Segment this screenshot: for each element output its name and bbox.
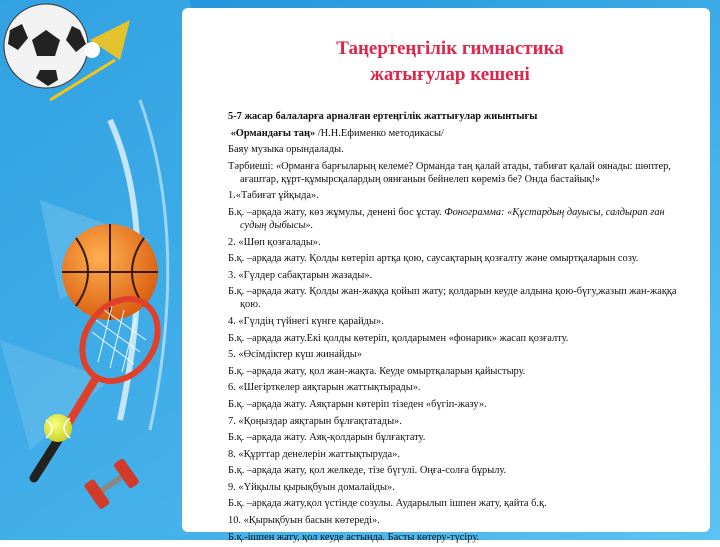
exercise-title: 10. «Қырықбуын басын көтереді». bbox=[228, 515, 380, 527]
phonogram-note: Фонограмма: «Құстардың дауысы, салдырап ған судың дыбысы». bbox=[240, 206, 665, 231]
exercise-desc: Б.қ. –арқада жату. Аяқтарын көтеріп тізеден «бүгіп-жазу». bbox=[228, 398, 487, 410]
section-heading: 5-7 жасар балаларға арналған ертеңгілік жаттығулар жиынтығы bbox=[228, 111, 538, 122]
exercise-desc: Б.қ. –арқада жату.Екі қолды көтеріп, қолдарымен «фонарик» жасап қозғалту. bbox=[228, 332, 569, 344]
title-line-1: Таңертеңгілік гимнастика bbox=[336, 38, 564, 59]
exercise-title: 6. «Шегірткелер аяқтарын жаттықтырады». bbox=[228, 382, 421, 394]
exercise-title: 4. «Гүлдің түйнегі күнге қарайды». bbox=[228, 315, 384, 327]
exercise-title: 8. «Құрттар денелерін жаттықтыруда». bbox=[228, 448, 400, 460]
methodology-author: /Н.Н.Ефименко методикасы/ bbox=[315, 127, 444, 139]
exercise-desc: Б.қ. –арқада жату. Қолды көтеріп артқа қою, саусақтарың қозғалту және омыртқаларын созу. bbox=[228, 253, 639, 265]
exercise-desc: Б.қ.-ішпен жату, қол кеуде астында. Басты көтеру-түсіру. bbox=[228, 531, 480, 543]
exercise-title: 7. «Қоңыздар аяқтарын бұлғақтатады». bbox=[228, 415, 402, 427]
exercise-title: 2. «Шөп қозғалады». bbox=[228, 236, 321, 248]
exercise-title: 5. «Өсімдіктер күш жинайды» bbox=[228, 349, 362, 361]
methodology-line bbox=[228, 127, 688, 140]
tennis-ball-icon bbox=[44, 414, 72, 442]
page-title bbox=[200, 36, 700, 88]
exercise-desc: Б.қ. –арқада жату. Қолды жан-жаққа қойып жату; қолдарын кеуде алдына қою-бүгу,жазып жан-жаққа қою. bbox=[228, 286, 677, 311]
exercise-title: 1.«Табиғат ұйқыда». bbox=[228, 190, 319, 202]
methodology-title: «Ормандағы таң» bbox=[230, 127, 316, 139]
music-note: Баяу музыка орындалады. bbox=[228, 144, 344, 156]
teacher-intro: Тәрбиеші: «Орманға барғыларың келеме? Орманда таң қалай атады, табиғат қалай оянады: шөптер, ағаштар, құрт-құмырсқалардың оянғанын бейнелеп көреміз бе? Онда бастайық!» bbox=[228, 160, 671, 185]
soccer-ball-icon bbox=[4, 4, 88, 88]
exercise-desc: Б.қ. –арқада жату, қол желкеде, тізе бүгулі. Оңға-солға бұрылу. bbox=[228, 465, 507, 477]
exercise-desc: Б.қ. –арқада жату. Аяқ-қолдарын бұлғақтату. bbox=[228, 432, 426, 444]
title-line-2: жатығулар кешені bbox=[370, 64, 530, 85]
exercise-desc: Б.қ. –арқада жату, көз жұмулы, денені бос ұстау. Фонограмма: «Құстардың дауысы, салдырап ған судың дыбысы». bbox=[228, 206, 665, 231]
exercise-desc: Б.қ. –арқада жату,қол үстінде созулы. Аударылып ішпен жату, қайта б.қ. bbox=[228, 498, 547, 510]
exercise-title: 9. «Үйқылы қырықбуын домалайды». bbox=[228, 481, 395, 493]
exercise-text bbox=[228, 110, 688, 547]
exercise-title: 3. «Гүлдер сабақтарын жазады». bbox=[228, 269, 373, 281]
exercise-desc: Б.қ. –арқада жату, қол жан-жақта. Кеуде омыртқаларын қайыстыру. bbox=[228, 365, 526, 377]
